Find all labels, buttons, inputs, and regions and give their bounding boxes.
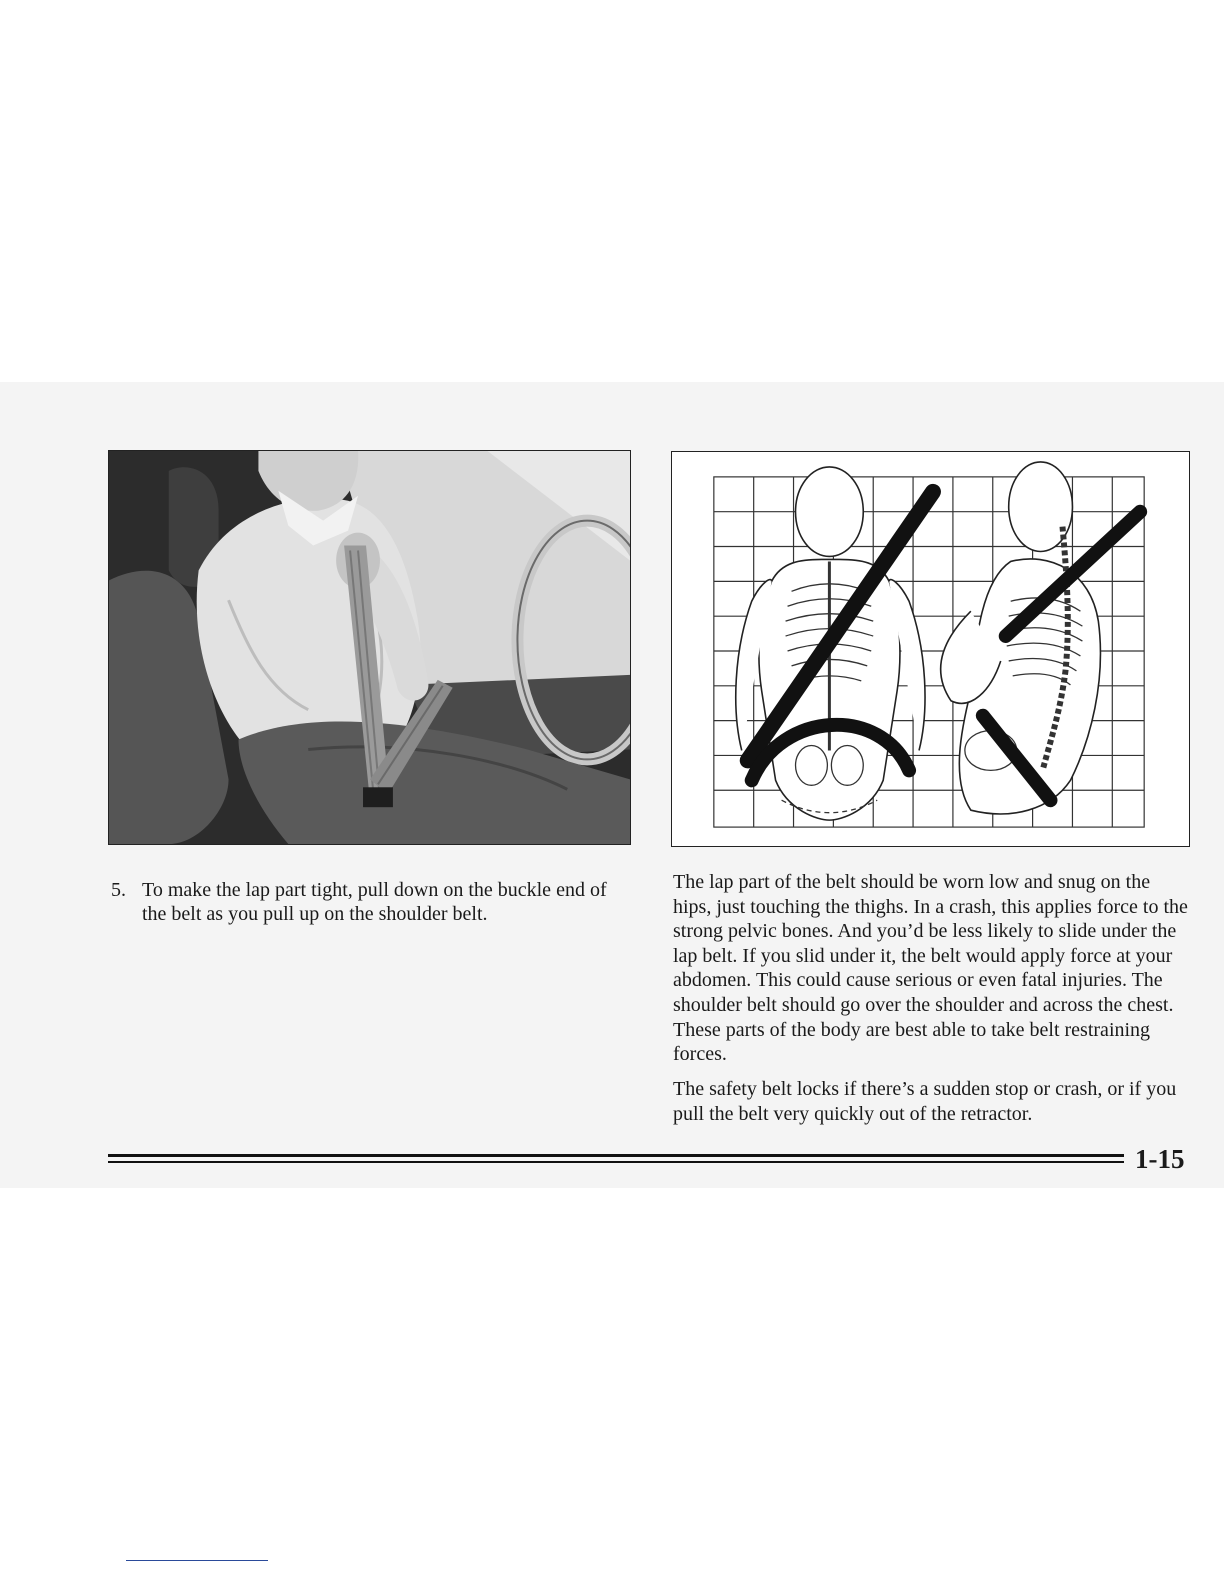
- body-paragraph: The lap part of the belt should be worn low and snug on the hips, just touching the thighs. In a crash, this applies force to the strong pelvic bones. And you’d be less likely to slide under the lap belt. If you slid under it, the belt would apply force at your abdomen. This could cause serious or even fatal injuries. The shoulder belt should go over the shoulder and across the chest. These parts of the body are best able to take belt restraining forces.: [673, 871, 1188, 1066]
- step-text: To make the lap part tight, pull down on the buckle end of the belt as you pull up on the shoulder belt.: [142, 879, 607, 925]
- footer-divider: [126, 1560, 268, 1561]
- belt-position-diagram: [671, 451, 1190, 847]
- person-fastening-seat-belt-illustration: [109, 451, 630, 844]
- skeleton-belt-position-diagram-icon: [672, 452, 1189, 846]
- seat-belt-photo-illustration: [108, 450, 631, 845]
- body-paragraph: The safety belt locks if there’s a sudden stop or crash, or if you pull the belt very quickly out of the retractor.: [673, 1078, 1177, 1125]
- step-number: 5.: [111, 879, 126, 901]
- page-number: 1-15: [1135, 1144, 1185, 1174]
- footer-rule: [108, 1161, 1124, 1163]
- footer-rule: [108, 1154, 1124, 1157]
